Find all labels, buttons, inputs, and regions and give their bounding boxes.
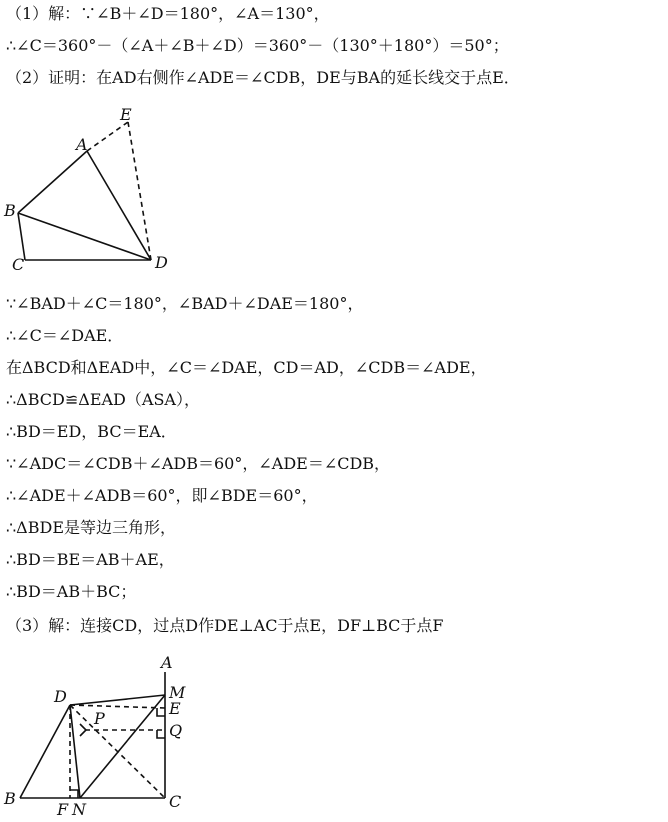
segment-dn	[70, 705, 80, 798]
label-m: M	[169, 683, 186, 702]
label-n: N	[72, 800, 86, 819]
label-e: E	[120, 105, 132, 124]
solution-line-13: ∴BD＝AB＋BC；	[6, 582, 137, 601]
right-angle-q	[157, 730, 165, 738]
segment-bd	[20, 705, 70, 798]
label-b: B	[4, 789, 16, 808]
solution-line-8: ∴BD＝ED，BC＝EA．	[6, 422, 177, 441]
solution-line-10: ∴∠ADE＋∠ADB＝60°，即∠BDE＝60°，	[6, 486, 318, 505]
solution-line-3: （2）证明：在AD右侧作∠ADE＝∠CDB，DE与BA的延长线交于点E．	[6, 68, 520, 87]
figure-construction-abc	[0, 650, 200, 820]
solution-line-7: ∴ΔBCD≌ΔEAD（ASA），	[6, 390, 200, 409]
label-d: D	[54, 687, 67, 706]
solution-line-14: （3）解：连接CD，过点D作DE⊥AC于点E，DF⊥BC于点F	[6, 616, 444, 635]
right-angle-f	[70, 790, 78, 798]
segment-ae	[87, 122, 128, 151]
solution-line-5: ∴∠C＝∠DAE．	[6, 326, 124, 345]
label-p: P	[94, 709, 105, 728]
solution-line-2: ∴∠C＝360°－（∠A＋∠B＋∠D）＝360°－（130°＋180°）＝50°；	[6, 36, 509, 55]
solution-line-9: ∵∠ADC＝∠CDB＋∠ADB＝60°，∠ADE＝∠CDB，	[6, 454, 391, 473]
label-b: B	[4, 201, 16, 220]
solution-line-4: ∵∠BAD＋∠C＝180°，∠BAD＋∠DAE＝180°，	[6, 294, 364, 313]
solution-line-6: 在ΔBCD和ΔEAD中，∠C＝∠DAE，CD＝AD，∠CDB＝∠ADE，	[6, 358, 487, 377]
segment-ab	[18, 151, 87, 213]
label-q: Q	[169, 721, 183, 740]
right-angle-e	[157, 708, 165, 716]
segment-dm	[70, 695, 165, 705]
label-f: F	[57, 800, 69, 819]
figure-quadrilateral-abcd	[0, 100, 180, 280]
right-angle-p	[80, 724, 86, 736]
segment-de	[70, 705, 165, 708]
label-d: D	[155, 253, 168, 272]
solution-line-12: ∴BD＝BE＝AB＋AE，	[6, 550, 175, 569]
label-e: E	[169, 699, 181, 718]
segment-bc	[18, 213, 25, 260]
label-c: C	[169, 792, 182, 811]
label-c: C	[12, 255, 25, 274]
solution-line-1: （1）解：∵∠B＋∠D＝180°，∠A＝130°，	[6, 4, 330, 23]
label-a: A	[76, 135, 88, 154]
segment-bd	[18, 213, 151, 260]
segment-nm	[80, 695, 165, 798]
label-a: A	[161, 653, 173, 672]
segment-dc	[70, 705, 165, 798]
solution-line-11: ∴ΔBDE是等边三角形，	[6, 518, 177, 537]
